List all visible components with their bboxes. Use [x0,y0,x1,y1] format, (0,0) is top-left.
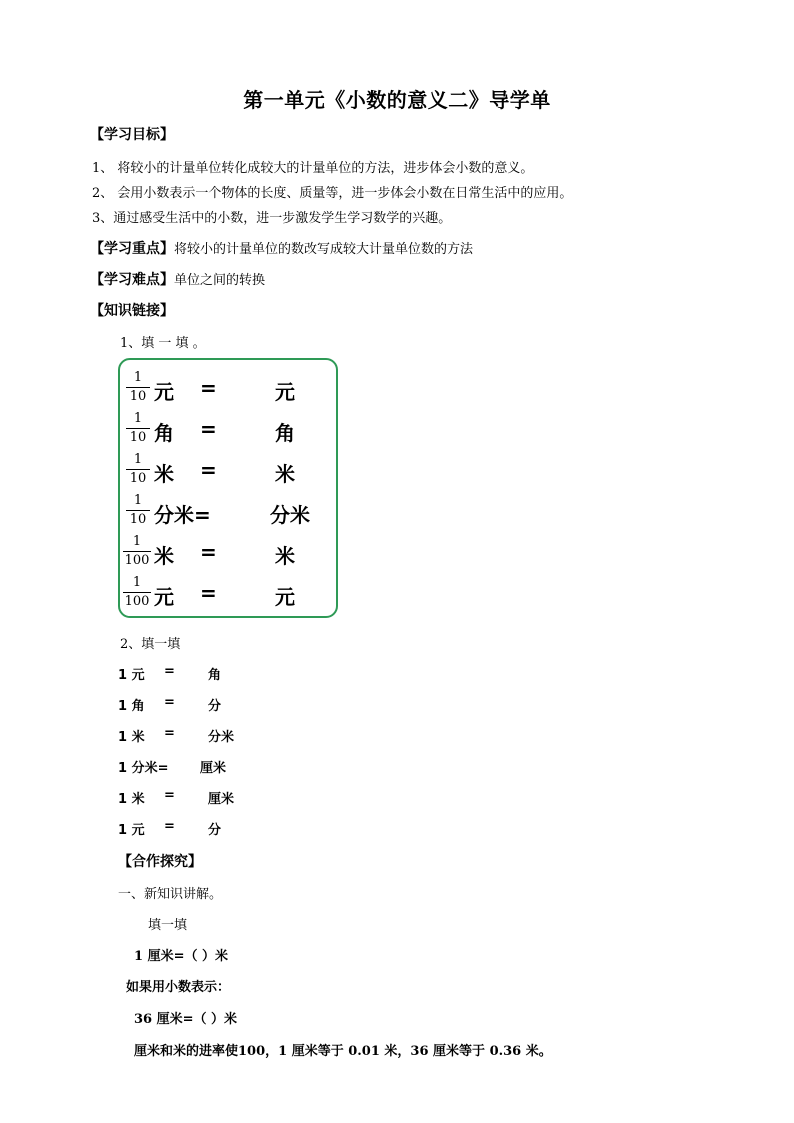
equals-sign: = [200,376,217,400]
objectives-heading: 【学习目标】 [90,127,174,143]
fraction-numerator: 1 [133,452,143,467]
fill-right: 角 [208,668,222,683]
fill-left: 1 米 [118,730,145,745]
objective-item-1: 1、 将较小的计量单位转化成较大的计量单位的方法，进步体会小数的意义。 [92,161,534,176]
fill-row [118,788,278,806]
fill-row [118,819,278,837]
fraction-numerator: 1 [133,493,143,508]
fraction-row [120,489,340,530]
fraction [126,452,150,487]
objective-item-3: 3、通过感受生活中的小数，进一步激发学生学习数学的兴趣。 [92,211,452,226]
fill-left: 1 元 [118,668,145,683]
fraction-denominator: 10 [129,512,147,527]
fraction-denominator: 10 [129,471,147,486]
knowledge-heading: 【知识链接】 [90,303,174,319]
fill-left: 1 角 [118,699,145,714]
right-unit: 角 [275,421,295,445]
fraction-bar [126,469,150,470]
conclusion: 厘米和米的进率使100，1 厘米等于 0.01 米，36 厘米等于 0.36 米。 [134,1044,552,1059]
fill-row [118,726,278,744]
fill-right: 厘米 [208,792,235,807]
page-title: 第一单元《小数的意义二》导学单 [243,88,551,112]
difficulty-line [90,269,265,289]
fraction-numerator: 1 [132,534,142,549]
fraction-row [120,530,340,571]
equation-2: 36 厘米=（ ）米 [134,1012,238,1027]
fill-right: 分 [208,823,222,838]
knowledge-q1: 1、填 一 填 。 [120,336,206,351]
fill-equals: = [164,819,175,834]
knowledge-q2: 2、填一填 [120,637,181,652]
right-unit: 米 [275,544,295,568]
fill-equals: = [164,664,175,679]
objective-item-2: 2、 会用小数表示一个物体的长度、质量等，进一步体会小数在日常生活中的应用。 [92,186,573,201]
right-unit: 元 [275,380,295,404]
fill-equals: = [164,726,175,741]
equals-sign: = [200,581,217,605]
explore-part1: 一、新知识讲解。 [118,887,223,902]
fill-right: 分米 [208,730,235,745]
fraction-row [120,407,340,448]
fraction-bar [123,551,151,552]
fraction-bar [123,592,151,593]
fraction [123,575,151,610]
fraction-bar [126,387,150,388]
fraction-row [120,448,340,489]
focus-label: 【学习重点】 [90,241,174,257]
fraction-numerator: 1 [132,575,142,590]
left-unit: 分米= [154,503,211,527]
fraction-denominator: 100 [124,553,150,568]
fraction-row [120,366,340,407]
fill-left: 1 分米= [118,761,169,776]
left-unit: 角 [154,421,174,445]
fill-left: 1 元 [118,823,145,838]
decimal-prompt: 如果用小数表示： [126,980,231,995]
equals-sign: = [200,540,217,564]
explore-fill: 填一填 [148,918,188,933]
right-unit: 米 [275,462,295,486]
left-unit: 元 [154,585,174,609]
fraction-bar [126,510,150,511]
fill-right: 厘米 [200,761,227,776]
fraction-row [120,571,340,612]
fill-row [118,757,278,775]
fraction-numerator: 1 [133,370,143,385]
left-unit: 米 [154,544,174,568]
fraction-numerator: 1 [133,411,143,426]
fraction-bar [126,428,150,429]
fill-row [118,695,278,713]
fill-equals: = [164,695,175,710]
fraction-denominator: 100 [124,594,150,609]
fraction [126,370,150,405]
fraction-denominator: 10 [129,430,147,445]
fraction [126,493,150,528]
fraction-conversion-box [118,358,338,618]
fill-row [118,664,278,682]
difficulty-label: 【学习难点】 [90,272,174,288]
fill-right: 分 [208,699,222,714]
right-unit: 分米 [270,503,310,527]
explore-heading: 【合作探究】 [118,854,202,870]
fill-equals: = [164,788,175,803]
fraction [126,411,150,446]
left-unit: 米 [154,462,174,486]
focus-text: 将较小的计量单位的数改写成较大计量单位数的方法 [174,242,474,257]
focus-line [90,238,473,258]
right-unit: 元 [275,585,295,609]
left-unit: 元 [154,380,174,404]
fraction-denominator: 10 [129,389,147,404]
equals-sign: = [200,417,217,441]
equation-1: 1 厘米=（ ）米 [134,949,228,964]
difficulty-text: 单位之间的转换 [174,273,266,288]
fraction [123,534,151,569]
equals-sign: = [200,458,217,482]
fill-left: 1 米 [118,792,145,807]
